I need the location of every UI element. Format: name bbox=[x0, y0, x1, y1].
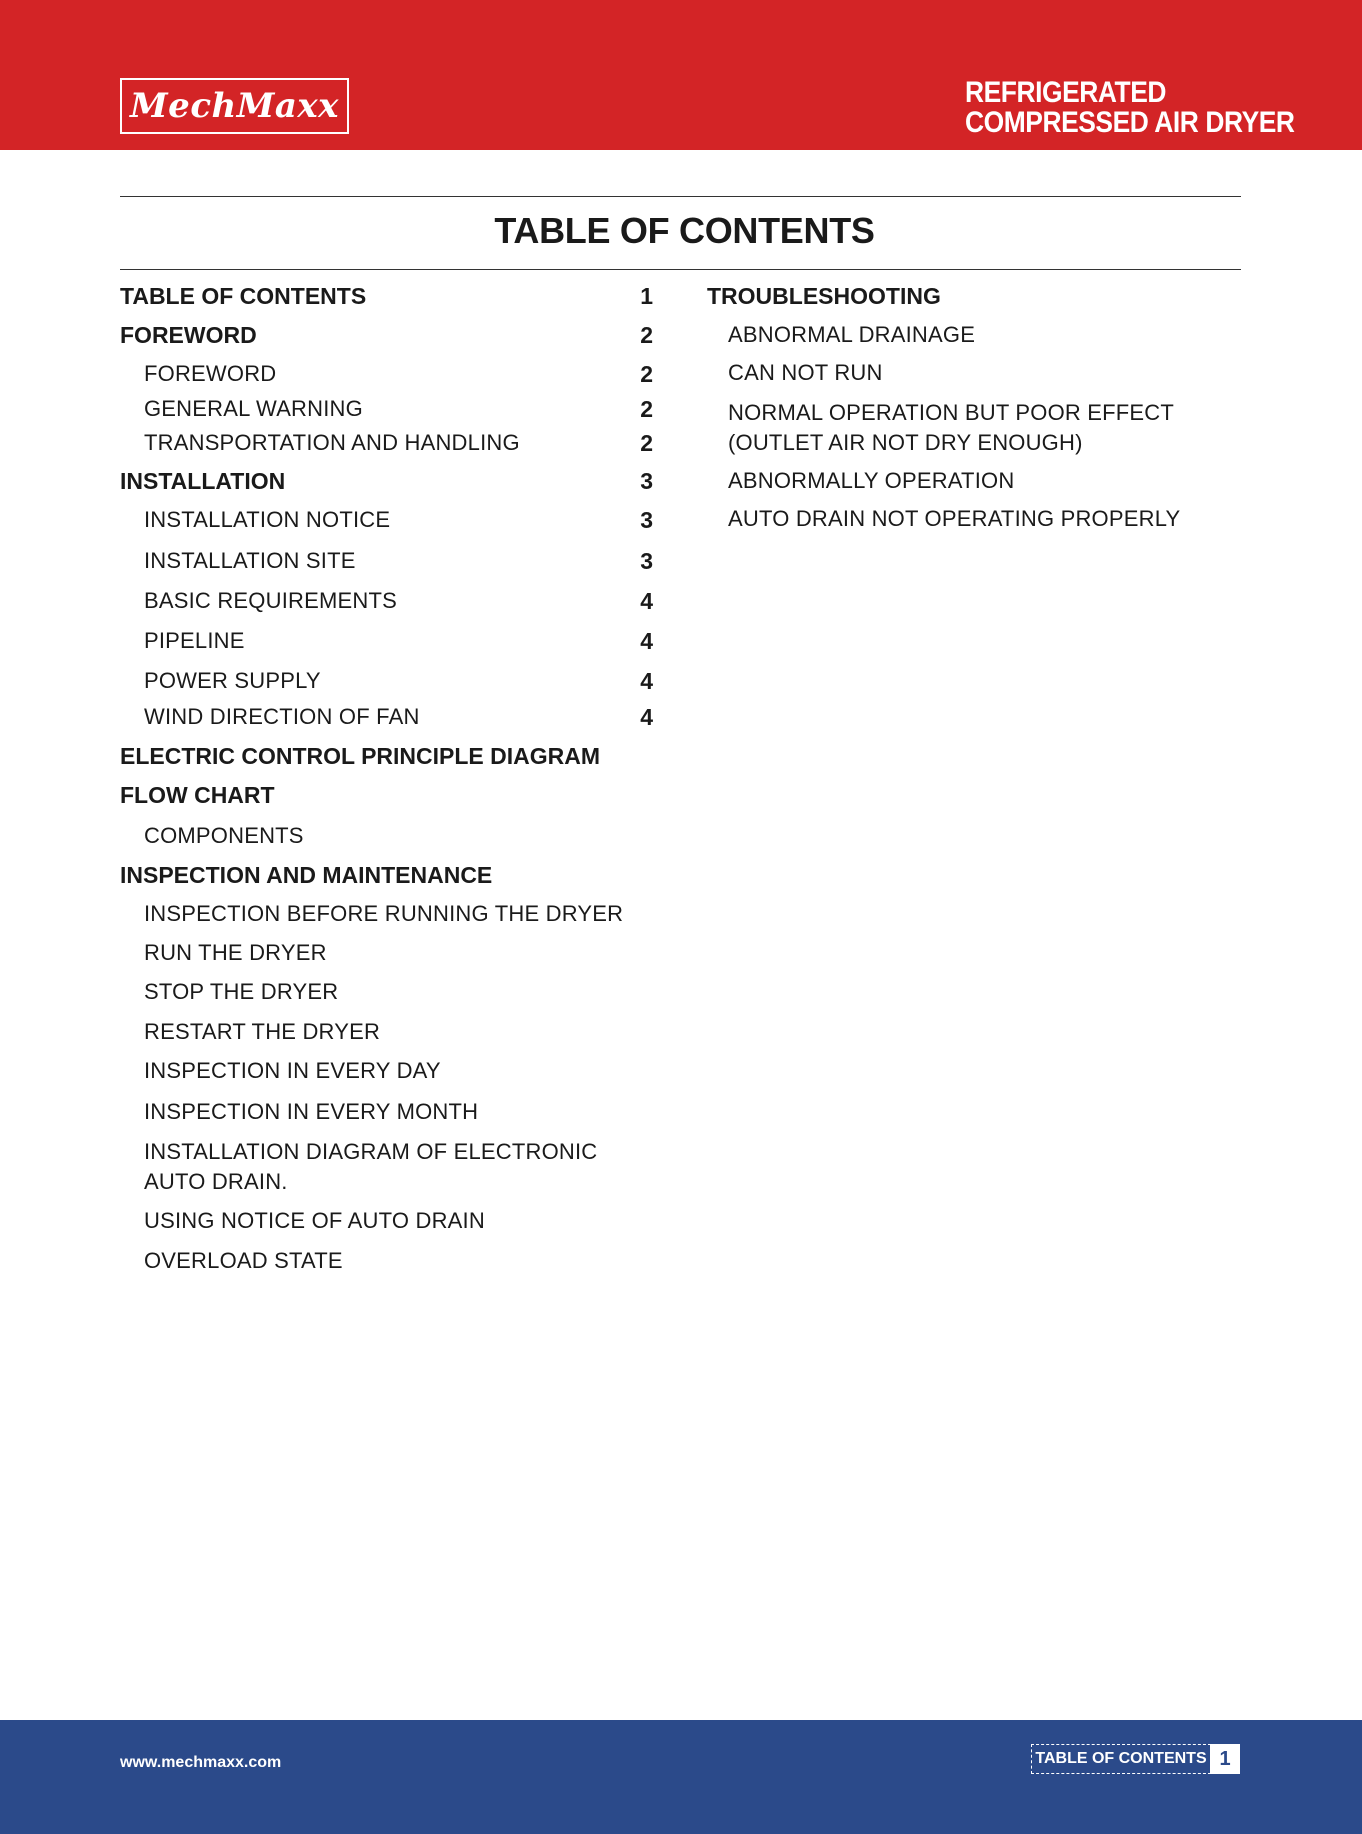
toc-entry[interactable]: FOREWORD bbox=[144, 361, 277, 386]
toc-entry[interactable]: INSPECTION AND MAINTENANCE bbox=[120, 862, 493, 888]
toc-entry[interactable]: ABNORMAL DRAINAGE bbox=[728, 322, 976, 347]
toc-entry[interactable]: AUTO DRAIN NOT OPERATING PROPERLY bbox=[728, 506, 1181, 531]
toc-entry[interactable]: TRANSPORTATION AND HANDLING bbox=[144, 430, 520, 455]
toc-entry[interactable]: USING NOTICE OF AUTO DRAIN bbox=[144, 1208, 485, 1233]
toc-page-number: 2 bbox=[640, 361, 653, 387]
toc-page-number: 4 bbox=[640, 704, 653, 730]
footer-section-label: TABLE OF CONTENTS bbox=[1031, 1744, 1211, 1774]
toc-entry[interactable]: INSTALLATION SITE bbox=[144, 548, 356, 573]
toc-entry[interactable]: CAN NOT RUN bbox=[728, 360, 883, 385]
product-title-line1: REFRIGERATED bbox=[965, 76, 1167, 109]
toc-page-number: 4 bbox=[640, 588, 653, 614]
toc-page-number: 4 bbox=[640, 668, 653, 694]
toc-entry[interactable]: INSTALLATION NOTICE bbox=[144, 507, 391, 532]
toc-page-number: 3 bbox=[640, 468, 653, 494]
toc-entry[interactable]: INSTALLATION bbox=[120, 468, 286, 494]
product-title-line2: COMPRESSED AIR DRYER bbox=[965, 106, 1295, 139]
toc-entry[interactable]: WIND DIRECTION OF FAN bbox=[144, 704, 420, 729]
toc-entry[interactable]: FLOW CHART bbox=[120, 782, 275, 808]
title-rule-top bbox=[120, 196, 1241, 197]
footer-page-number: 1 bbox=[1210, 1744, 1240, 1774]
toc-entry[interactable]: TABLE OF CONTENTS bbox=[120, 283, 367, 309]
toc-page-number: 2 bbox=[640, 396, 653, 422]
toc-entry[interactable]: INSPECTION BEFORE RUNNING THE DRYER bbox=[144, 901, 624, 926]
toc-page-number: 4 bbox=[640, 628, 653, 654]
toc-entry[interactable]: NORMAL OPERATION BUT POOR EFFECT (OUTLET AIR NOT DRY ENOUGH) bbox=[728, 400, 1174, 455]
toc-entry[interactable]: FOREWORD bbox=[120, 322, 257, 348]
toc-entry[interactable]: INSTALLATION DIAGRAM OF ELECTRONIC AUTO DRAIN. bbox=[144, 1139, 598, 1194]
page-footer bbox=[0, 1720, 1362, 1834]
toc-entry[interactable]: PIPELINE bbox=[144, 628, 245, 653]
toc-entry[interactable]: ABNORMALLY OPERATION bbox=[728, 468, 1015, 493]
toc-page-number: 2 bbox=[640, 322, 653, 348]
toc-entry[interactable]: RUN THE DRYER bbox=[144, 940, 327, 965]
product-title bbox=[965, 76, 1295, 139]
toc-entry[interactable]: ELECTRIC CONTROL PRINCIPLE DIAGRAM bbox=[120, 743, 601, 769]
toc-entry[interactable]: TROUBLESHOOTING bbox=[707, 283, 941, 309]
toc-entry[interactable]: RESTART THE DRYER bbox=[144, 1019, 381, 1044]
toc-entry[interactable]: POWER SUPPLY bbox=[144, 668, 321, 693]
toc-page-number: 2 bbox=[640, 430, 653, 456]
toc-page-number: 3 bbox=[640, 507, 653, 533]
toc-page-number: 3 bbox=[640, 548, 653, 574]
toc-entry[interactable]: OVERLOAD STATE bbox=[144, 1248, 343, 1273]
toc-page-number: 1 bbox=[640, 283, 653, 309]
toc-entry[interactable]: COMPONENTS bbox=[144, 823, 304, 848]
toc-entry[interactable]: STOP THE DRYER bbox=[144, 979, 339, 1004]
page-title: TABLE OF CONTENTS bbox=[494, 210, 875, 251]
page-header bbox=[0, 0, 1362, 150]
toc-entry[interactable]: INSPECTION IN EVERY MONTH bbox=[144, 1099, 479, 1124]
toc-entry[interactable]: INSPECTION IN EVERY DAY bbox=[144, 1058, 441, 1083]
mechmaxx-logo bbox=[120, 78, 349, 134]
website-link[interactable]: www.mechmaxx.com bbox=[120, 1754, 282, 1771]
toc-entry[interactable]: GENERAL WARNING bbox=[144, 396, 363, 421]
toc-entry[interactable]: BASIC REQUIREMENTS bbox=[144, 588, 397, 613]
logo-text: MechMaxx bbox=[130, 86, 339, 126]
title-rule-bottom bbox=[120, 269, 1241, 270]
